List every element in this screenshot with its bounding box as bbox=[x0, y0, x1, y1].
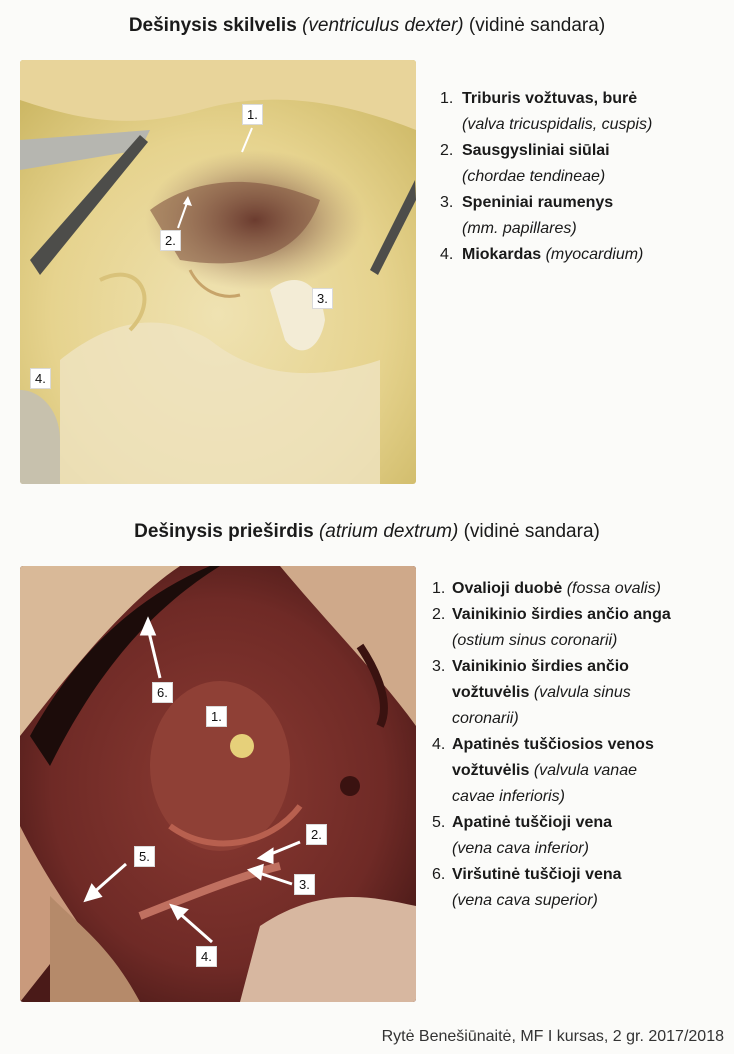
legend-item: 5. Apatinė tuščioji vena bbox=[432, 814, 613, 831]
section1-title: Dešinysis skilvelis (ventriculus dexter) (vidinė sandara) bbox=[128, 15, 606, 36]
legend-item: 4. Miokardas (myocardium) bbox=[440, 246, 644, 263]
photo-label: 4. bbox=[196, 946, 217, 967]
legend-item: 2. Vainikinio širdies ančio anga bbox=[432, 606, 671, 623]
photo-label: 5. bbox=[134, 846, 155, 867]
section2-title: Dešinysis prieširdis (atrium dextrum) (vidinė sandara) bbox=[134, 521, 600, 542]
legend-item: 3. Vainikinio širdies ančio bbox=[432, 658, 629, 675]
ventricle-photo bbox=[20, 60, 416, 484]
legend-item: 6. Viršutinė tuščioji vena bbox=[432, 866, 622, 883]
photo-label: 4. bbox=[30, 368, 51, 389]
photo-label: 2. bbox=[160, 230, 181, 251]
atrium-photo bbox=[20, 566, 416, 1002]
photo-label: 6. bbox=[152, 682, 173, 703]
section2-legend: 1. Ovalioji duobė (fossa ovalis) 2. Vainikinio širdies ančio anga (ostium sinus coronarii) 3. Vainikinio širdies ančio vožtuvėlis (valvula sinus coronarii) 4. Apatinės tuščiosios venos vožtuvėlis (valvula vanae cavae inferioris) 5. Apatinė tuščioji vena (vena cava inferior) 6. Viršutinė tuščioji vena (vena cava superior) bbox=[432, 576, 671, 914]
pointer-arrows bbox=[20, 566, 416, 1002]
photo-label: 3. bbox=[312, 288, 333, 309]
photo-label: 2. bbox=[306, 824, 327, 845]
legend-item: 1. Ovalioji duobė (fossa ovalis) bbox=[432, 580, 661, 597]
legend-item: 3. Speniniai raumenys bbox=[440, 194, 614, 211]
section1-legend: 1. Triburis vožtuvas, burė (valva tricuspidalis, cuspis) 2. Sausgysliniai siūlai (chordae tendineae) 3. Speniniai raumenys (mm. papillares) 4. Miokardas (myocardium) bbox=[440, 86, 652, 268]
pointer-arrows bbox=[20, 60, 416, 484]
legend-item: 2. Sausgysliniai siūlai bbox=[440, 142, 610, 159]
footer-credit: Rytė Benešiūnaitė, MF I kursas, 2 gr. 2017/2018 bbox=[381, 1028, 724, 1045]
photo-label: 1. bbox=[242, 104, 263, 125]
photo-label: 1. bbox=[206, 706, 227, 727]
photo-label: 3. bbox=[294, 874, 315, 895]
legend-item: 1. Triburis vožtuvas, burė bbox=[440, 90, 638, 107]
legend-item: 4. Apatinės tuščiosios venos bbox=[432, 736, 654, 753]
